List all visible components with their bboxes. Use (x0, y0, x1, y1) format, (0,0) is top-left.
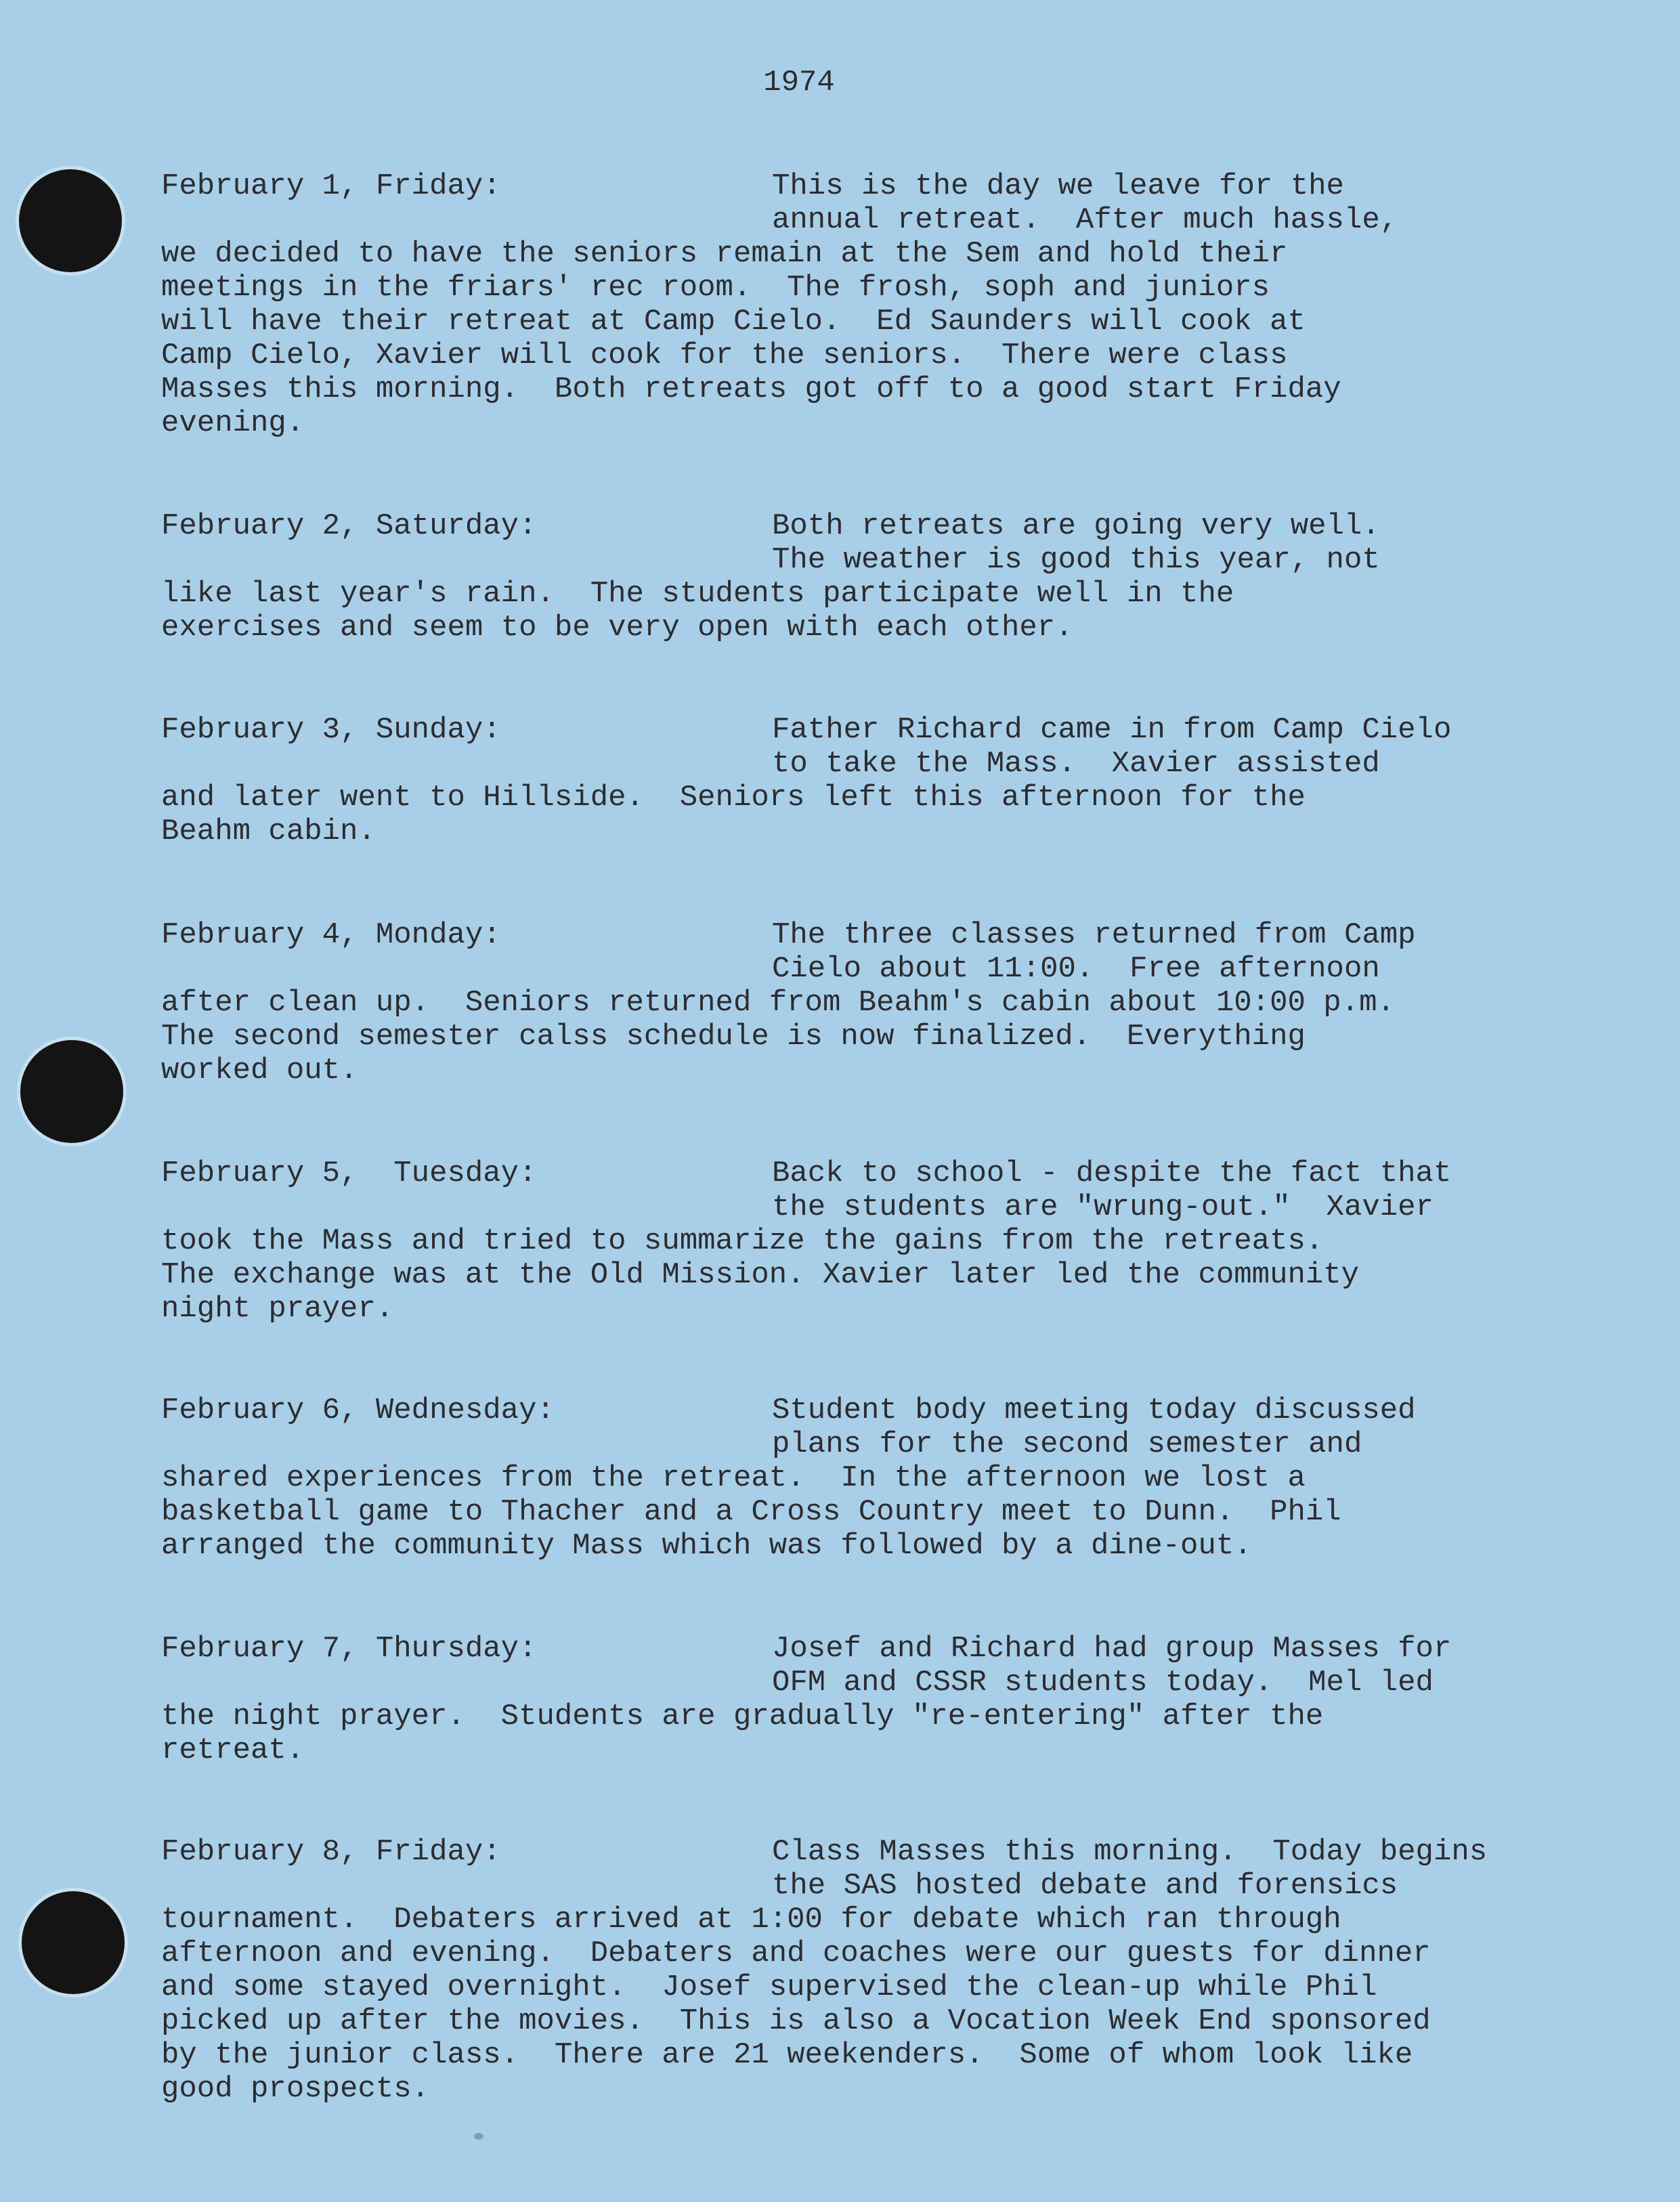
entry-date: February 2, Saturday: (161, 509, 537, 543)
entry-text: we decided to have the seniors remain at the Sem and hold their meetings in the friars' rec room. The frosh, soph and juniors will have their retreat at Camp Cielo. Ed Saunders will cook at Camp Cielo, Xavier will cook for the seniors. There were class Masses this morning. Both retreats got off to a good start Friday evening. (161, 237, 1341, 440)
entry-text: tournament. Debaters arrived at 1:00 for debate which ran through afternoon and evening. Debaters and coaches were our guests for dinner and some stayed overnight. Josef supervised the clean-up while Phil picked up after the movies. This is also a Vocation Week End sponsored by the junior class. There are 21 weekenders. Some of whom look like good prospects. (161, 1903, 1431, 2106)
entry-text: took the Mass and tried to summarize the gains from the retreats. The exchange was at the Old Mission. Xavier later led the community night prayer. (161, 1224, 1360, 1326)
binder-hole (20, 1040, 123, 1143)
entry-text-first: This is the day we leave for the annual retreat. After much hassle, (772, 169, 1398, 237)
entry-date: February 7, Thursday: (161, 1632, 537, 1666)
entry-text-first: Both retreats are going very well. The weather is good this year, not (772, 509, 1380, 577)
entry-text: the night prayer. Students are gradually "re-entering" after the retreat. (161, 1700, 1324, 1767)
entry-date: February 6, Wednesday: (161, 1394, 555, 1427)
binder-hole (22, 1891, 125, 1994)
entry-text-first: Class Masses this morning. Today begins the SAS hosted debate and forensics (772, 1835, 1488, 1903)
entry-date: February 1, Friday: (161, 169, 501, 203)
paper-smudge (474, 2133, 483, 2140)
entry-text: after clean up. Seniors returned from Beahm's cabin about 10:00 p.m. The second semester calss schedule is now finalized. Everything worked out. (161, 986, 1395, 1087)
entry-text-first: Father Richard came in from Camp Cielo to take the Mass. Xavier assisted (772, 713, 1452, 781)
entry-text-first: Josef and Richard had group Masses for OFM and CSSR students today. Mel led (772, 1632, 1452, 1700)
entry-date: February 5, Tuesday: (161, 1157, 537, 1190)
entry-text-first: Back to school - despite the fact that the students are "wrung-out." Xavier (772, 1157, 1452, 1224)
entry-date: February 3, Sunday: (161, 713, 501, 747)
binder-hole (19, 169, 122, 272)
entry-text-first: Student body meeting today discussed plans for the second semester and (772, 1394, 1416, 1461)
entry-date: February 8, Friday: (161, 1835, 501, 1869)
entry-text: like last year's rain. The students participate well in the exercises and seem to be very open with each other. (161, 577, 1234, 645)
entry-text: and later went to Hillside. Seniors left this afternoon for the Beahm cabin. (161, 781, 1306, 848)
page-year-heading: 1974 (763, 66, 835, 100)
entry-text: shared experiences from the retreat. In the afternoon we lost a basketball game to Thacher and a Cross Country meet to Dunn. Phil arranged the community Mass which was followed by a dine-out. (161, 1461, 1341, 1563)
entry-date: February 4, Monday: (161, 918, 501, 952)
entry-text-first: The three classes returned from Camp Cielo about 11:00. Free afternoon (772, 918, 1416, 986)
